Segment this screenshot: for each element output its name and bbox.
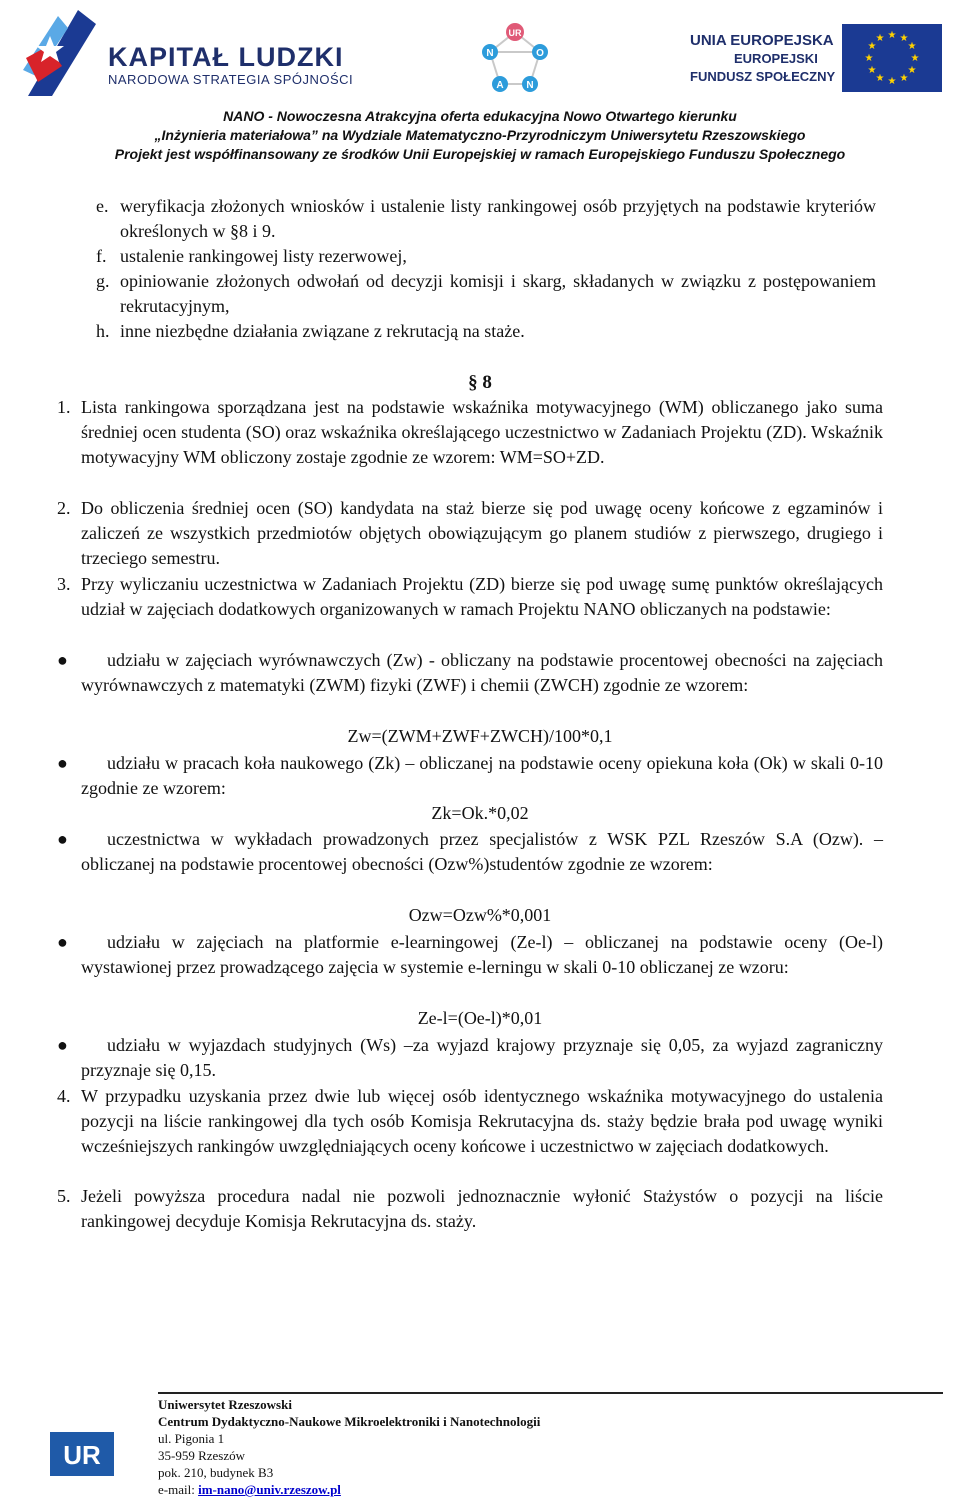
point-5 [57,1184,883,1234]
svg-text:★: ★ [910,53,920,64]
point-label: 2. [57,498,71,518]
svg-text:UR: UR [508,28,522,38]
kapital-ludzki-text [108,42,353,88]
project-line-1: NANO - Nowoczesna Atrakcyjna oferta edukacyjna Nowo Otwartego kierunku [223,108,737,124]
list-text: weryfikacja złożonych wniosków i ustalenie listy rankingowej osób przyjętych na podstawie kryteriów określonych w §8 i 9. [120,196,876,241]
svg-text:★: ★ [899,33,909,44]
svg-text:★: ★ [864,53,874,64]
bullet-item-zw [57,648,883,698]
footer-email-row [158,1481,540,1498]
eu-logo-text [690,32,835,86]
point-label: 4. [57,1086,71,1106]
footer-divider [158,1392,943,1394]
nano-logo-icon [476,22,554,100]
svg-text:★: ★ [867,41,877,52]
bullet-item-zel [57,930,883,980]
kapital-ludzki-logo-icon [18,6,104,102]
svg-text:★: ★ [875,33,885,44]
list-item-h [96,319,876,344]
page-footer [0,1388,960,1500]
section-heading: § 8 [468,372,492,393]
list-text: opiniowanie złożonych odwołań od decyzji komisji i skarg, składanych w związku z postępowaniem rekrutacyjnym, [120,271,876,316]
list-text: ustalenie rankingowej listy rezerwowej, [120,246,407,266]
point-4 [57,1084,883,1159]
svg-text:A: A [496,80,504,91]
bullet-icon: ● [57,650,68,670]
eu-flag-icon [842,24,942,92]
bullet-text: udziału w zajęciach wyrównawczych (Zw) - obliczany na podstawie procentowej obecności na zajęciach wyrównawczych z matematyki (ZWM) fizyki (ZWF) i chemii (ZWCH) zgodnie ze wzorem: [81,650,883,695]
point-text: Jeżeli powyższa procedura nadal nie pozwoli jednoznacznie wyłonić Stażystów o pozycji na liście rankingowej decyduje Komisja Rekrutacyjna ds. staży. [81,1186,883,1231]
kapital-ludzki-subtitle: NARODOWA STRATEGIA SPÓJNOŚCI [108,72,354,87]
point-label: 5. [57,1186,71,1206]
bullet-text: udziału w wyjazdach studyjnych (Ws) –za wyjazd krajowy przyznaje się 0,05, za wyjazd zagraniczny przyznaje się 0,15. [81,1035,883,1080]
point-text: W przypadku uzyskania przez dwie lub więcej osób identycznego wskaźnika motywacyjnego do ustalenia pozycji na liście rankingowej dla tych osób Komisja Rekrutacyjna ds. staży będzie brała pod uwagę wyniki wcześniejszych rankingów uwzględniających oceny końcowe i uczestnictwo w zajęciach dodatkowych. [81,1086,883,1156]
point-3 [57,572,883,622]
formula-ozw: Ozw=Ozw%*0,001 [408,905,552,925]
kapital-ludzki-title: KAPITAŁ LUDZKI [108,42,344,72]
footer-postcode: 35-959 Rzeszów [158,1448,246,1463]
page-header [0,0,960,170]
bullet-item-ozw [57,827,883,877]
bullet-icon: ● [57,829,68,849]
formula-zk: Zk=Ok.*0,02 [431,803,529,823]
list-item-e [96,194,876,244]
eu-line-2: EUROPEJSKI [734,51,818,66]
point-text: Lista rankingowa sporządzana jest na podstawie wskaźnika motywacyjnego (WM) obliczanego jako suma średniej ocen studenta (SO) oraz wskaźnika określającego uczestnictwo w Zadaniach Projektu (ZD). Wskaźnik motywacyjny WM obliczony zostaje zgodnie ze wzorem: WM=SO+ZD. [81,397,883,467]
footer-email-label: e-mail: [158,1482,199,1497]
list-text: inne niezbędne działania związane z rekrutacją na staże. [120,321,525,341]
bullet-icon: ● [57,932,68,952]
bullet-item-zk [57,751,883,801]
list-label: h. [96,321,110,341]
formula-zel: Ze-l=(Oe-l)*0,01 [417,1008,543,1028]
svg-text:★: ★ [907,41,917,52]
eu-line-3: FUNDUSZ SPOŁECZNY [690,69,836,84]
footer-email-link[interactable]: im-nano@univ.rzeszow.pl [198,1482,341,1497]
footer-centre: Centrum Dydaktyczno-Naukowe Mikroelektroniki i Nanotechnologii [158,1414,541,1429]
svg-text:★: ★ [899,73,909,84]
point-text: Do obliczenia średniej ocen (SO) kandydata na staż bierze się pod uwagę oceny końcowe z egzaminów i zaliczeń ze wszystkich przedmiotów objętych obowiązującym go planem studiów z pierwszego, drugiego i trzeciego semestru. [81,498,883,568]
bullet-icon: ● [57,753,68,773]
point-2 [57,496,883,571]
footer-university: Uniwersytet Rzeszowski [158,1397,292,1412]
project-line-3: Projekt jest współfinansowany ze środków Unii Europejskiej w ramach Europejskiego Funduszu Społecznego [114,146,846,162]
eu-line-1: UNIA EUROPEJSKA [690,32,834,49]
list-label: e. [96,196,109,216]
list-item-f [96,244,876,269]
point-text: Przy wyliczaniu uczestnictwa w Zadaniach Projektu (ZD) bierze się pod uwagę sumę punktów określających udział w zajęciach dodatkowych organizowanych w ramach Projektu NANO obliczanych na podstawie: [81,574,883,619]
bullet-item-ws [57,1033,883,1083]
svg-text:O: O [536,48,544,59]
point-label: 1. [57,397,71,417]
svg-text:N: N [486,48,494,59]
bullet-icon: ● [57,1035,68,1055]
project-line-2: „Inżynieria materiałowa” na Wydziale Matematyczno-Przyrodniczym Uniwersytetu Rzeszowskiego [154,127,806,143]
list-label: f. [96,246,107,266]
svg-text:★: ★ [887,30,897,41]
ur-university-logo-icon [50,1432,114,1476]
svg-text:N: N [526,80,534,91]
point-label: 3. [57,574,71,594]
svg-text:UR: UR [63,1440,101,1470]
formula-zw: Zw=(ZWM+ZWF+ZWCH)/100*0,1 [347,726,613,746]
svg-text:★: ★ [875,73,885,84]
point-1 [57,395,883,470]
bullet-text: udziału w pracach koła naukowego (Zk) – obliczanej na podstawie oceny opiekuna koła (Ok) w skali 0-10 zgodnie ze wzorem: [81,753,883,798]
footer-room: pok. 210, budynek B3 [158,1465,274,1480]
footer-address [158,1396,540,1498]
footer-street: ul. Pigonia 1 [158,1431,225,1446]
bullet-text: udziału w zajęciach na platformie e-learningowej (Ze-l) – obliczanej na podstawie oceny (Oe-l) wystawionej przez prowadzącego zajęcia w systemie e-lerningu w skali 0-10 obliczanej ze wzoru: [81,932,883,977]
list-label: g. [96,271,110,291]
bullet-text: uczestnictwa w wykładach prowadzonych przez specjalistów z WSK PZL Rzeszów S.A (Ozw). – obliczanej na podstawie procentowej obecności (Ozw%)studentów zgodnie ze wzorem: [81,829,883,874]
svg-text:★: ★ [887,76,897,87]
list-item-g [96,269,876,319]
svg-text:★: ★ [867,65,877,76]
svg-text:★: ★ [907,65,917,76]
